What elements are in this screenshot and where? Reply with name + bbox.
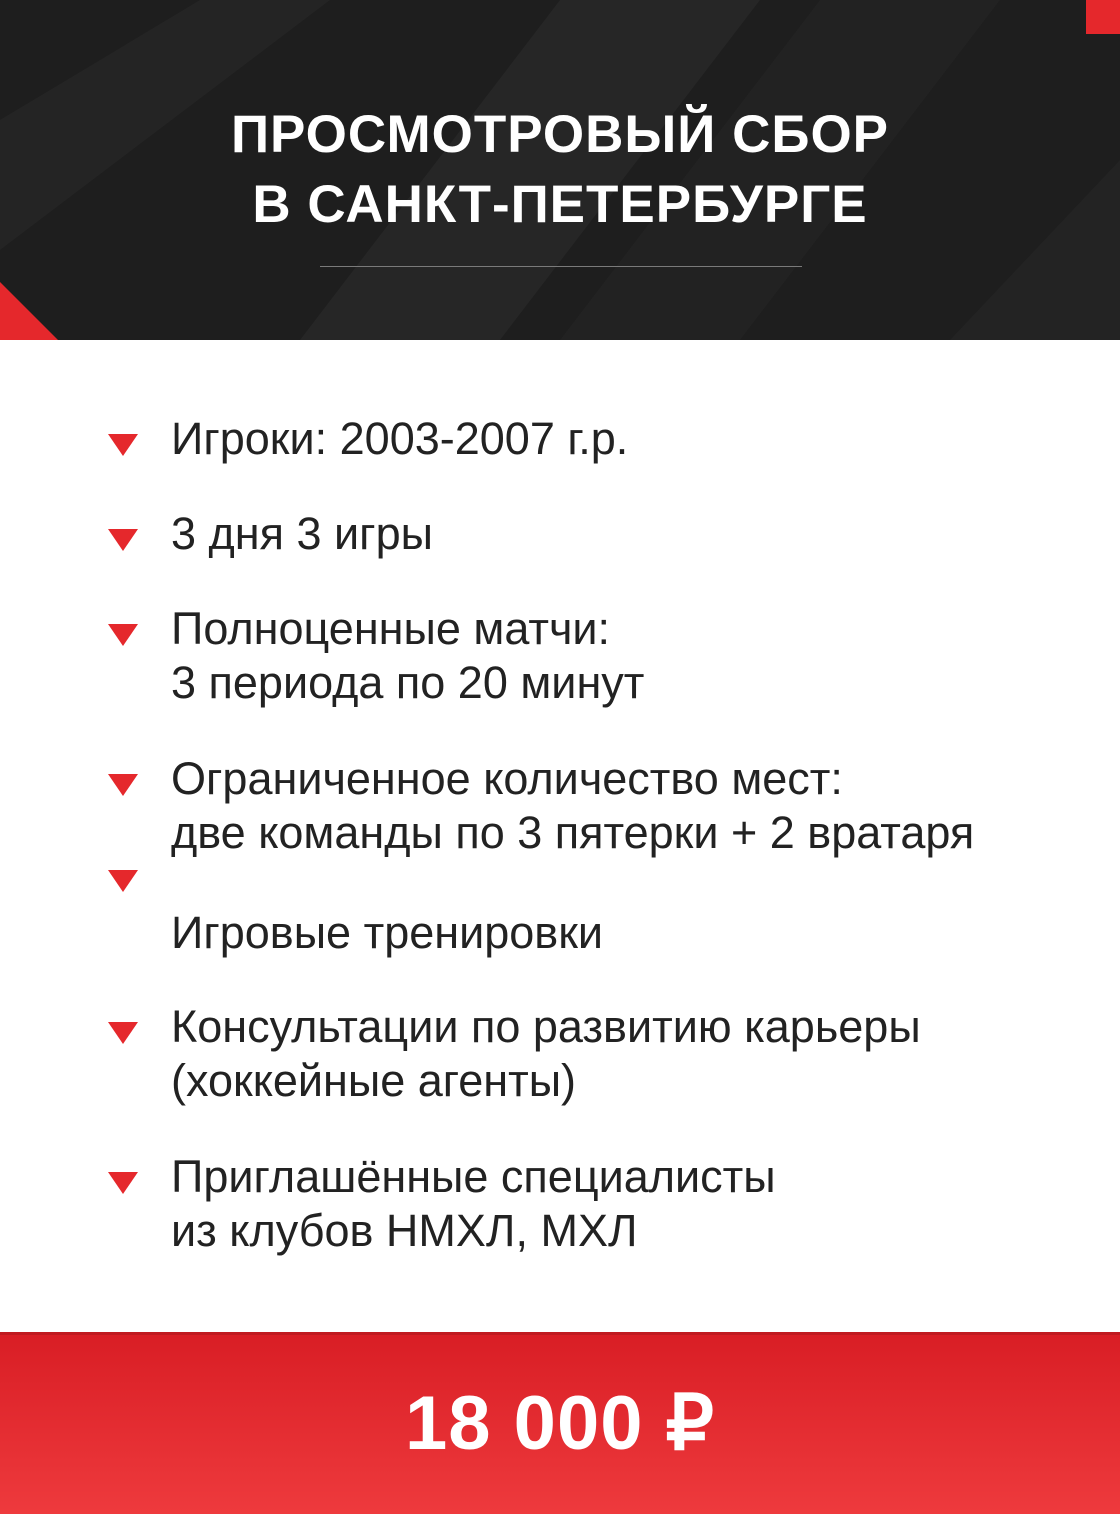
feature-line-1: Ограниченное количество мест: [171, 753, 843, 804]
red-down-triangle-icon [108, 774, 138, 796]
feature-text [171, 752, 1071, 860]
title-line-2: В САНКТ-ПЕТЕРБУРГЕ [252, 175, 868, 234]
red-down-triangle-icon [108, 870, 138, 892]
feature-text [171, 507, 1071, 561]
feature-text [171, 1000, 1071, 1108]
red-down-triangle-icon [108, 624, 138, 646]
feature-line-2: (хоккейные агенты) [171, 1055, 577, 1106]
feature-text [171, 852, 1071, 960]
feature-text [171, 602, 1071, 710]
feature-line-1: 3 дня 3 игры [171, 508, 433, 559]
corner-accent-top-right [1086, 0, 1120, 34]
feature-line-1: Приглашённые специалисты [171, 1151, 776, 1202]
price-bar [0, 1332, 1120, 1514]
feature-text [171, 1150, 1071, 1258]
feature-line-2: из клубов НМХЛ, МХЛ [171, 1205, 638, 1256]
red-down-triangle-icon [108, 434, 138, 456]
red-down-triangle-icon [108, 1022, 138, 1044]
red-down-triangle-icon [108, 1172, 138, 1194]
page-title [0, 100, 1120, 240]
red-down-triangle-icon [108, 529, 138, 551]
price-label: 18 000 ₽ [405, 1381, 715, 1466]
feature-line-1: Консультации по развитию карьеры [171, 1001, 921, 1052]
feature-line-1 [171, 852, 1071, 906]
feature-line-2: две команды по 3 пятерки + 2 вратаря [171, 807, 975, 858]
title-line-1: ПРОСМОТРОВЫЙ СБОР [230, 105, 890, 164]
feature-line-1: Игроки: 2003-2007 г.р. [171, 413, 629, 464]
header-banner [0, 0, 1120, 340]
feature-line-1: Полноценные матчи: [171, 603, 611, 654]
feature-line-2: 3 периода по 20 минут [171, 657, 645, 708]
feature-text [171, 412, 1071, 466]
feature-line-2: Игровые тренировки [171, 907, 604, 958]
corner-accent-bottom-left [0, 282, 58, 340]
title-divider [320, 266, 802, 267]
